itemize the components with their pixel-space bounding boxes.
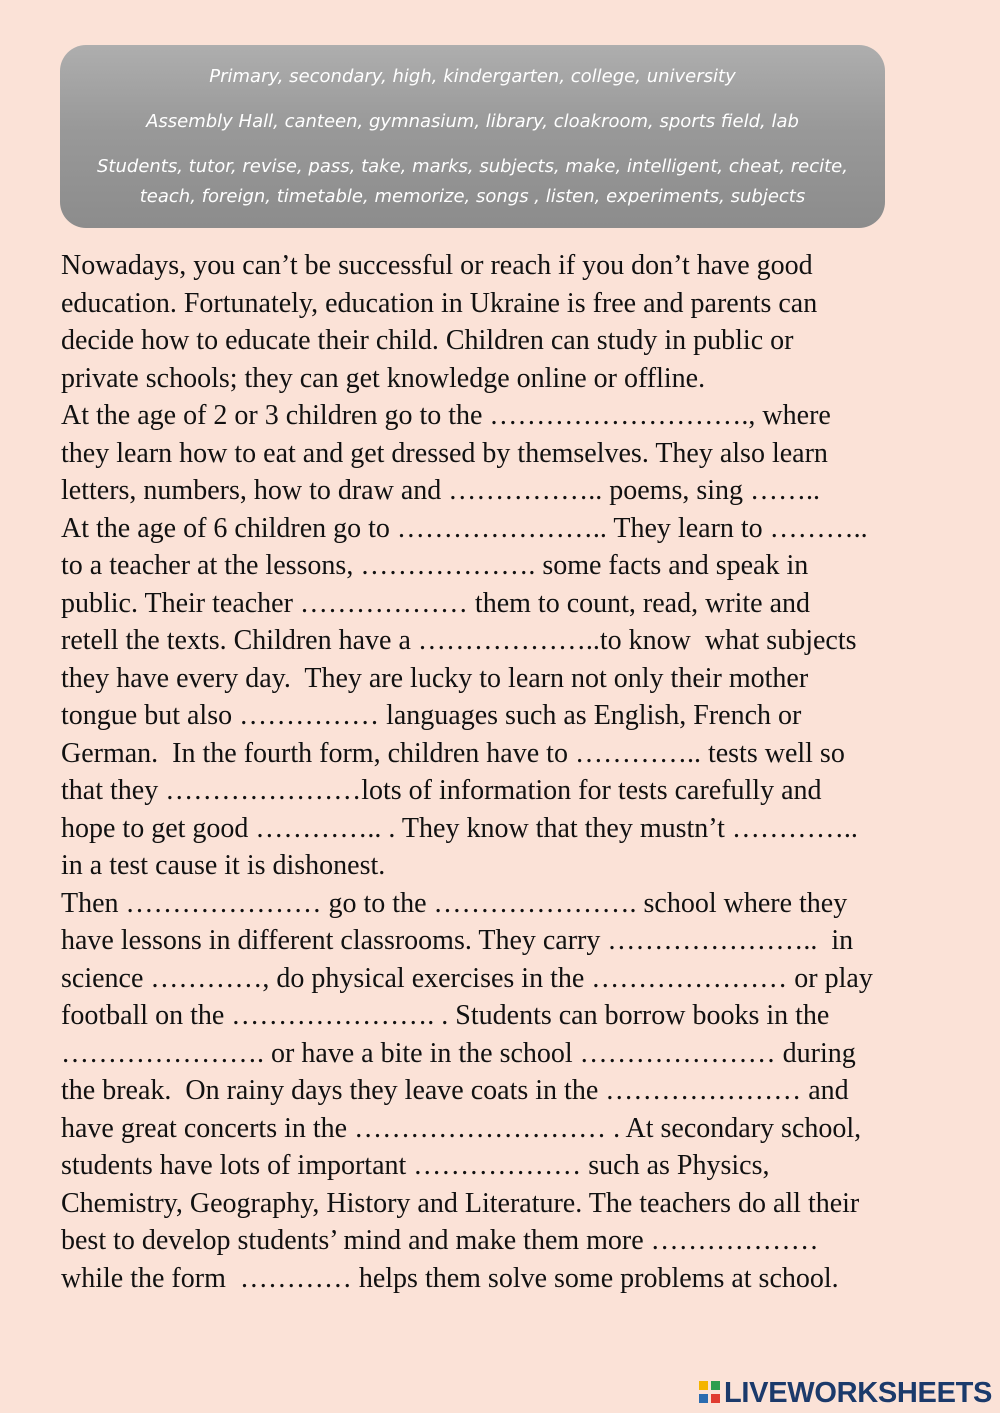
passage-line: Then ………………… go to the …………………. school where they	[61, 887, 848, 919]
word-bank-box	[60, 45, 885, 228]
liveworksheets-logo-icon	[698, 1379, 722, 1407]
liveworksheets-logo	[698, 1375, 992, 1411]
passage-line: …………………. or have a bite in the school ………………… during	[61, 1037, 856, 1069]
passage-line: the break. On rainy days they leave coats in the ………………… and	[61, 1075, 849, 1106]
passage-line: education. Fortunately, education in Ukraine is free and parents can	[61, 287, 818, 319]
passage-line: football on the …………………. . Students can borrow books in the	[61, 1000, 830, 1031]
passage-line: German. In the fourth form, children have to ………….. tests well so	[61, 737, 845, 769]
passage-line: retell the texts. Children have a ………………..to know what subjects	[61, 625, 857, 656]
passage-line: private schools; they can get knowledge online or offline.	[61, 362, 706, 394]
passage-line: Chemistry, Geography, History and Literature. The teachers do all their	[61, 1187, 860, 1219]
passage-line: they learn how to eat and get dressed by themselves. They also learn	[61, 437, 828, 469]
word-bank-line-places: Assembly Hall, canteen, gymnasium, library, cloakroom, sports field, lab	[146, 111, 799, 132]
passage-line: At the age of 6 children go to ………………….. They learn to ………..	[61, 512, 868, 544]
passage-line: they have every day. They are lucky to learn not only their mother	[61, 662, 809, 694]
passage-line: science …………, do physical exercises in the ………………… or play	[61, 962, 873, 994]
passage-line: hope to get good ………….. . They know that they mustn’t …………..	[61, 812, 858, 844]
passage-line: best to develop students’ mind and make them more ………………	[61, 1225, 819, 1256]
passage-line: have great concerts in the ……………………… . At secondary school,	[61, 1112, 862, 1144]
word-bank-line-words-1: Students, tutor, revise, pass, take, marks, subjects, make, intelligent, cheat, recite,	[97, 156, 848, 177]
liveworksheets-logo-text: LIVEWORKSHEETS	[724, 1377, 993, 1409]
passage-line: letters, numbers, how to draw and …………….. poems, sing ……..	[61, 475, 821, 506]
passage-line: that they …………………lots of information for tests carefully and	[61, 775, 822, 806]
passage-line: students have lots of important ……………… such as Physics,	[61, 1150, 770, 1181]
passage-line: have lessons in different classrooms. They carry ………………….. in	[61, 925, 854, 956]
passage-line: tongue but also …………… languages such as English, French or	[61, 700, 802, 731]
word-bank-line-school-types: Primary, secondary, high, kindergarten, college, university	[209, 66, 736, 87]
passage-line: Nowadays, you can’t be successful or reach if you don’t have good	[61, 250, 813, 281]
word-bank-line-words-2: teach, foreign, timetable, memorize, songs , listen, experiments, subjects	[139, 186, 806, 207]
exercise-passage	[61, 247, 981, 1297]
passage-line: in a test cause it is dishonest.	[61, 850, 386, 881]
passage-line: public. Their teacher ……………… them to count, read, write and	[61, 587, 811, 619]
passage-line: At the age of 2 or 3 children go to the ………………………., where	[61, 400, 831, 431]
passage-line: decide how to educate their child. Children can study in public or	[61, 325, 794, 356]
passage-line: while the form ………… helps them solve some problems at school.	[61, 1262, 839, 1294]
passage-line: to a teacher at the lessons, ………………. some facts and speak in	[61, 550, 809, 581]
